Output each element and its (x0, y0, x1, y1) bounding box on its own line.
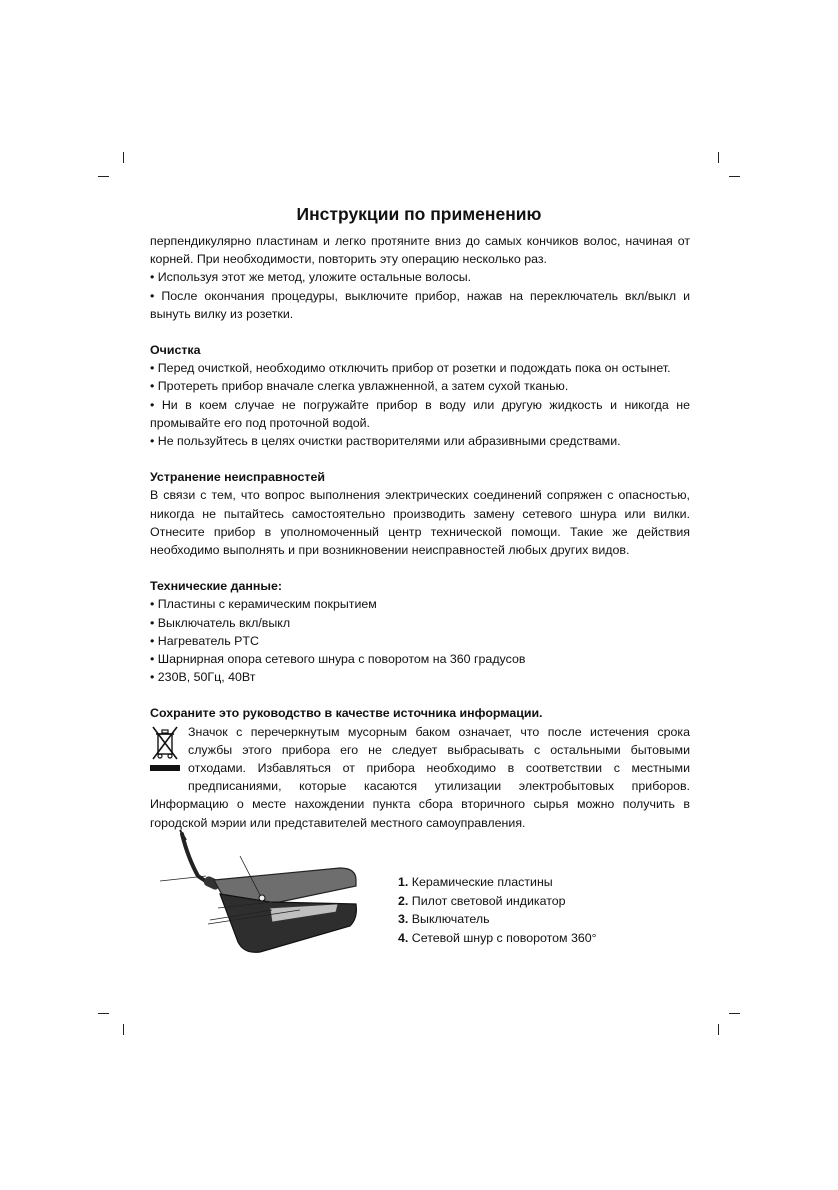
legend-number: 1. (398, 875, 409, 889)
cleaning-item: • Не пользуйтесь в целях очистки растворителями или абразивными средствами. (150, 434, 621, 449)
disposal-text: Значок с перечеркнутым мусорным баком означает, что после истечения срока службы этого прибора его не следует выбрасывать с остальными бытовыми отходами. Избавляться от прибора необходимо в соответствии с местными предписаниями, которые касаются утилизации электробытовых приборов. Информацию о месте нахождении пункта сбора вторичного сырья можно получить в городской мэрии или представителей местного самоуправления. (150, 724, 690, 830)
intro-paragraph: • После окончания процедуры, выключите прибор, нажав на переключатель вкл/выкл и вынуть вилку из розетки. (150, 288, 690, 321)
spec-item: • Выключатель вкл/выкл (150, 615, 291, 630)
device-illustration (160, 828, 390, 958)
crop-mark (123, 1024, 124, 1035)
intro-paragraph: перпендикулярно пластинам и легко протяните вниз до самых кончиков волос, начиная от корней. При необходимости, повторить эту операцию несколько раз. (150, 234, 690, 267)
crop-mark (98, 1013, 109, 1014)
spec-item: • Шарнирная опора сетевого шнура с поворотом на 360 градусов (150, 652, 526, 667)
document-body (150, 232, 690, 832)
crop-mark (718, 1024, 719, 1035)
troubleshooting-text: В связи с тем, что вопрос выполнения электрических соединений сопряжен с опасностью, никогда не пытайтесь самостоятельно производить замену сетевого шнура или вилки. Отнесите прибор в уполномоченный центр технической помощи. Такие же действия необходимо выполнять и при возникновении неисправностей любых других видов. (150, 488, 690, 558)
bar-icon (150, 765, 180, 771)
disposal-heading: Сохраните это руководство в качестве источника информации. (150, 706, 543, 721)
crop-mark (98, 176, 109, 177)
disposal-block (150, 723, 690, 832)
legend-item (398, 929, 597, 948)
legend-item (398, 892, 597, 911)
legend-item (398, 873, 597, 892)
crossed-bin-icon (150, 725, 184, 779)
parts-legend (398, 873, 597, 947)
spec-item: • Нагреватель PTC (150, 633, 259, 648)
legend-label: Пилот световой индикатор (411, 893, 566, 908)
crop-mark (729, 176, 740, 177)
legend-label: Выключатель (411, 912, 490, 926)
legend-item (398, 910, 597, 929)
intro-paragraph: • Используя этот же метод, уложите остальные волосы. (150, 270, 472, 285)
spec-item: • Пластины с керамическим покрытием (150, 597, 377, 612)
legend-number: 2. (398, 893, 409, 908)
legend-number: 4. (398, 930, 409, 945)
page-title: Инструкции по применению (296, 204, 542, 224)
cleaning-item: • Ни в коем случае не погружайте прибор в воду или другую жидкость и никогда не промывайте его под проточной водой. (150, 397, 690, 430)
legend-number: 3. (398, 912, 409, 926)
legend-label: Сетевой шнур с поворотом 360° (411, 930, 597, 945)
legend-label: Керамические пластины (411, 875, 553, 889)
cleaning-item: • Перед очисткой, необходимо отключить прибор от розетки и подождать пока он остынет. (150, 361, 671, 376)
specs-heading: Технические данные: (150, 579, 282, 594)
cleaning-heading: Очистка (150, 343, 201, 358)
crop-mark (718, 152, 719, 163)
cleaning-item: • Протереть прибор вначале слегка увлажненной, а затем сухой тканью. (150, 379, 569, 394)
troubleshooting-heading: Устранение неисправностей (150, 470, 325, 485)
spec-item: • 230В, 50Гц, 40Вт (150, 670, 256, 685)
crop-mark (729, 1013, 740, 1014)
crop-mark (123, 152, 124, 163)
